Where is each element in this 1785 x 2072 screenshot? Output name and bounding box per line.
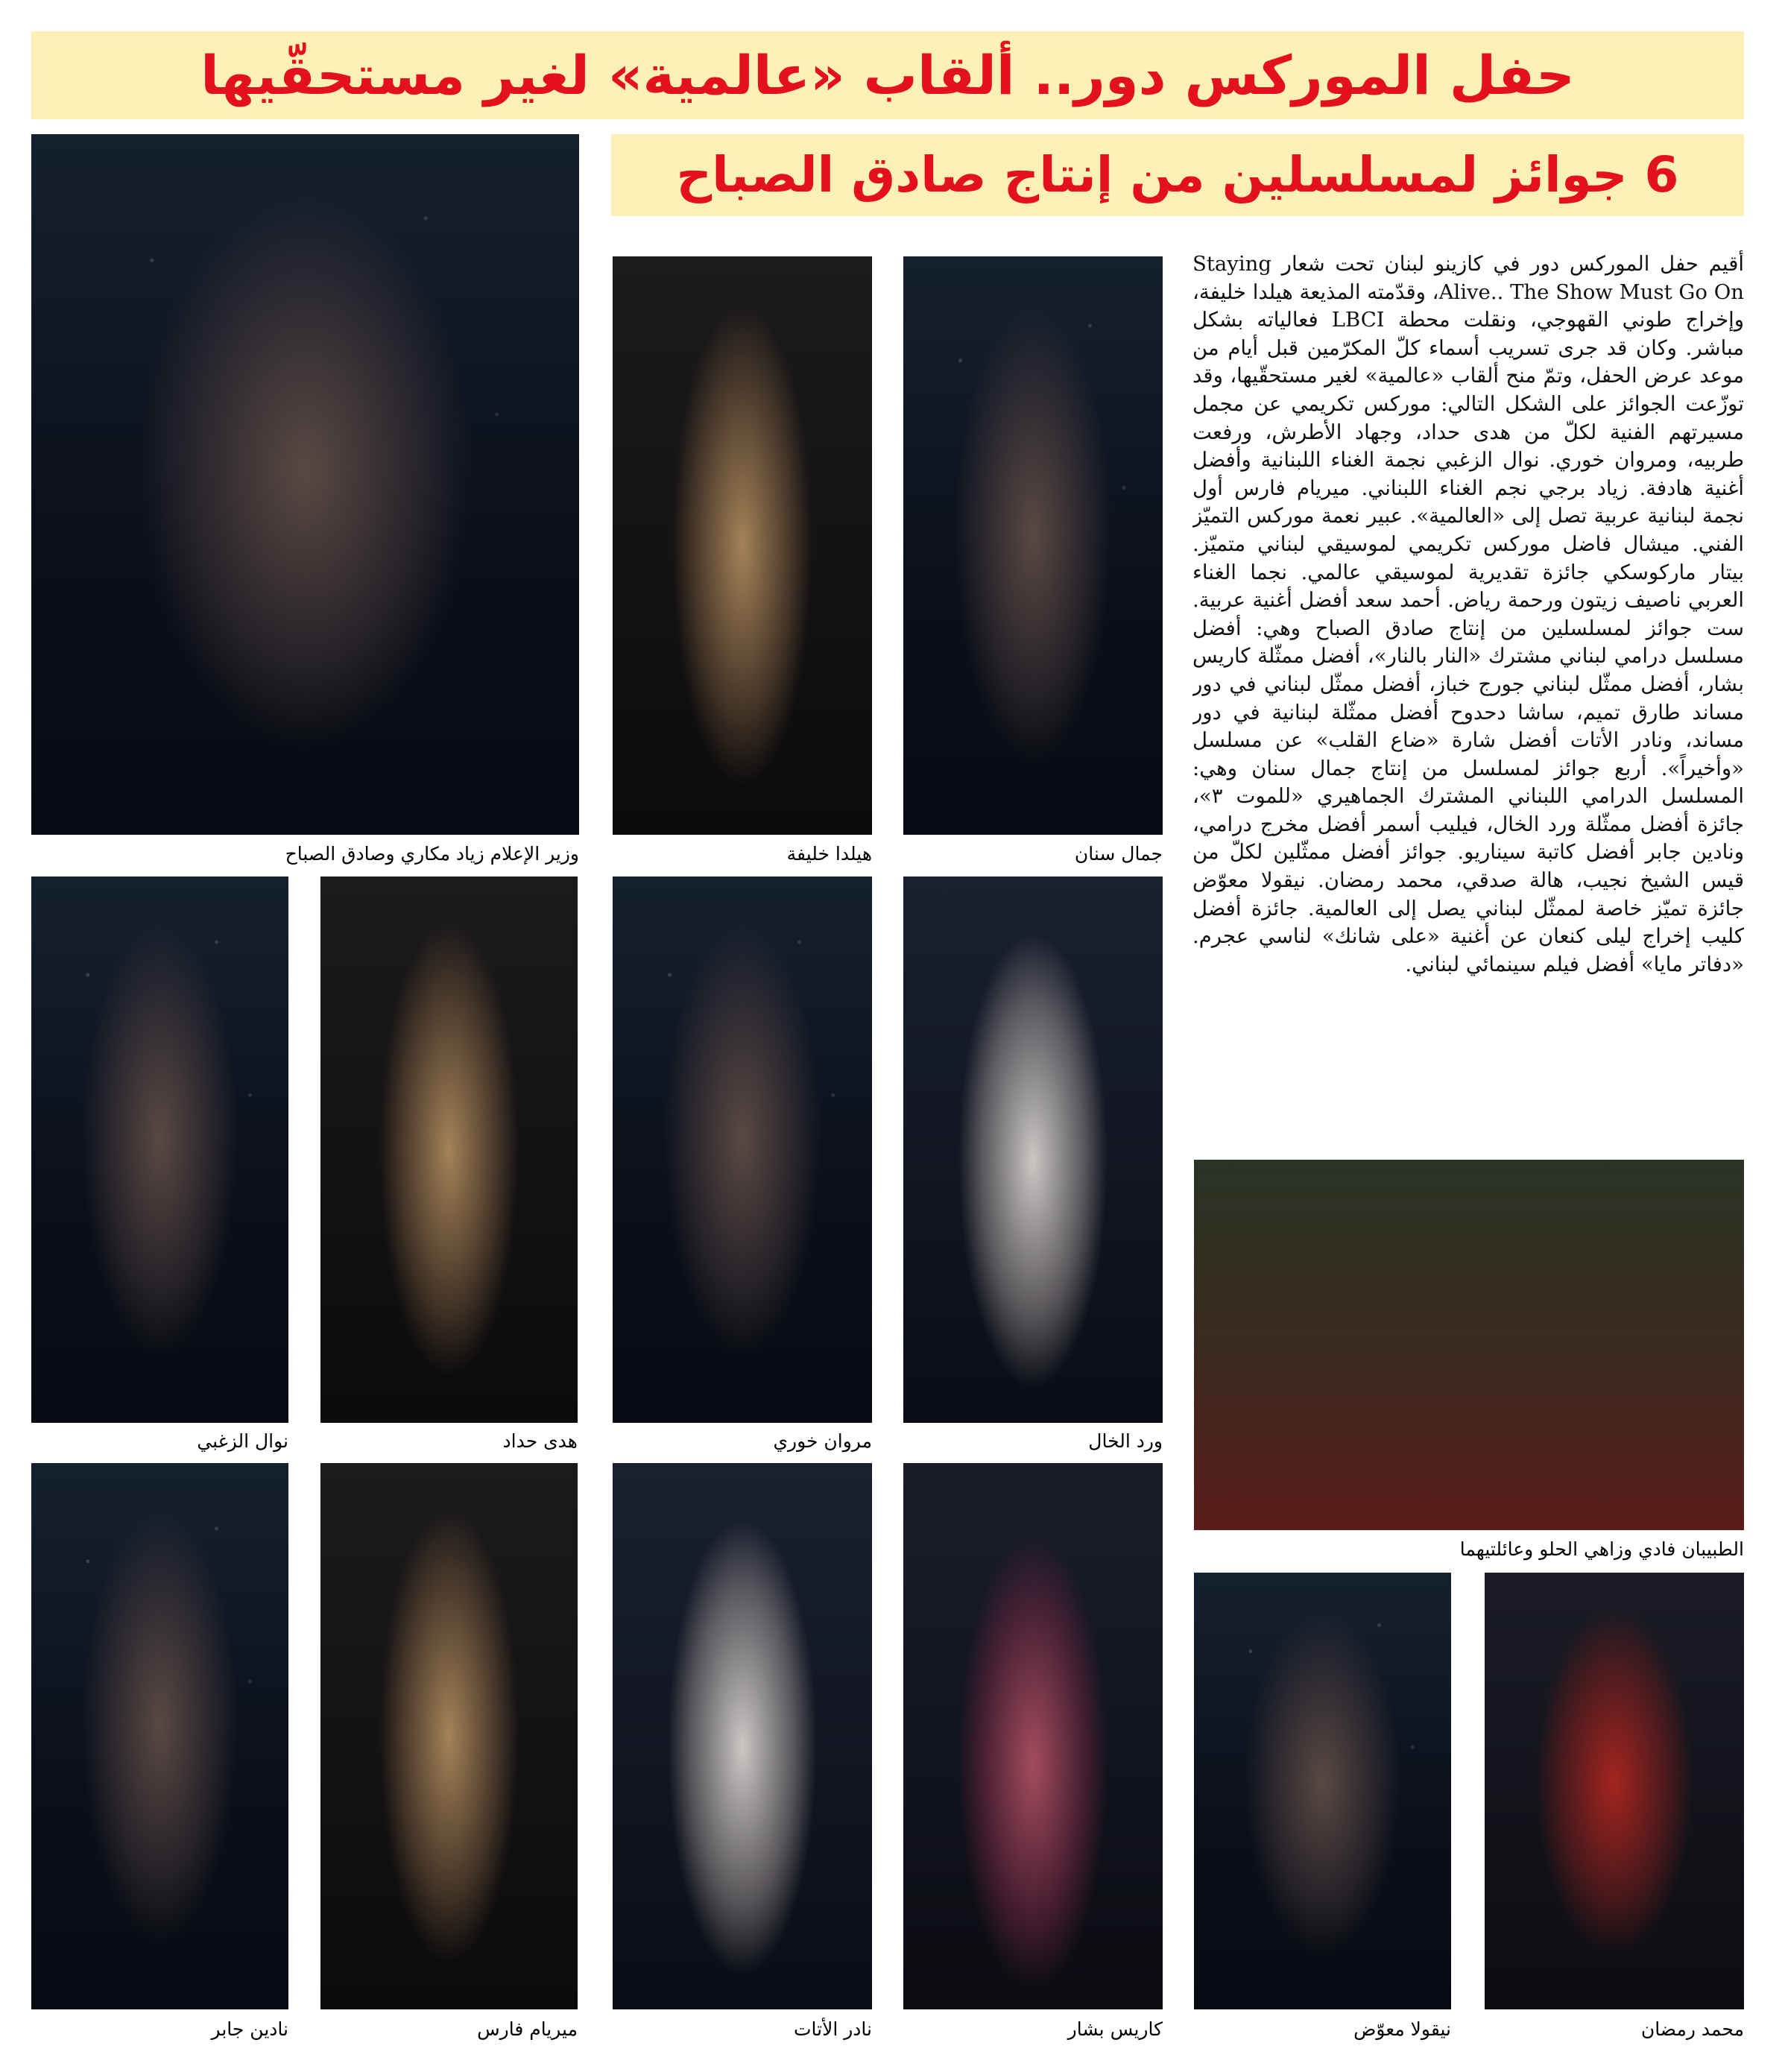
caption-jamal: جمال سنان	[1074, 843, 1163, 865]
caption-nader: نادر الأتات	[793, 2018, 872, 2040]
photo-mohamed-ramadan	[1485, 1573, 1744, 2009]
headline: حفل الموركس دور.. ألقاب «عالمية» لغير مستحقّيها	[31, 31, 1744, 119]
photo-houda-haddad	[320, 877, 578, 1423]
caption-marwan: مروان خوري	[773, 1430, 872, 1452]
caption-karis: كاريس بشار	[1067, 2018, 1163, 2040]
photo-hilda-khalife	[613, 256, 872, 835]
subheadline: 6 جوائز لمسلسلين من إنتاج صادق الصباح	[611, 134, 1744, 216]
caption-ward: ورد الخال	[1088, 1430, 1163, 1452]
photo-doctors-families	[1194, 1160, 1744, 1530]
caption-ramadan: محمد رمضان	[1640, 2018, 1744, 2040]
caption-houda: هدى حداد	[502, 1430, 578, 1452]
caption-nawal: نوال الزغبي	[197, 1430, 288, 1452]
photo-nawal-zoghbi	[31, 877, 288, 1423]
photo-nader-atat	[613, 1463, 872, 2009]
photo-nadine-jaber	[31, 1463, 288, 2009]
photo-jamal-sinan	[903, 256, 1163, 835]
caption-doctors: الطبيبان فادي وزاهي الحلو وعائلتيهما	[1459, 1538, 1744, 1560]
article-body: أُقيم حفل الموركس دور في كازينو لبنان تحت شعار Staying Alive.. The Show Must Go On، وقدّمته المذيعة هيلدا خليفة، وإخراج طوني القهوجي، ونقلت محطة LBCI فعالياته بشكل مباشر. وكان قد جرى تسريب أسماء كلّ المكرّمين قبل أيام من موعد عرض الحفل، وتمّ منح ألقاب «عالمية» لغير مستحقّيها، وقد توزّعت الجوائز على الشكل التالي: موركس تكريمي عن مجمل مسيرتهم الفنية لكلّ من هدى حداد، وجهاد الأطرش، ورفعت طربيه، ومروان خوري. نوال الزغبي نجمة الغناء اللبنانية وأفضل أغنية هادفة. زياد برجي نجم الغناء اللبناني. ميريام فارس أول نجمة لبنانية عربية تصل إلى «العالمية». عبير نعمة موركس التميّز الفني. ميشال فاضل موركس تكريمي لموسيقي لبناني متميّز. بيتار ماركوسكي جائزة تقديرية لموسيقي عالمي. نجما الغناء العربي ناصيف زيتون ورحمة رياض. أحمد سعد أفضل أغنية عربية. ست جوائز لمسلسلين من إنتاج صادق الصباح وهي: أفضل مسلسل درامي لبناني مشترك «النار بالنار»، أفضل ممثّلة كاريس بشار، أفضل ممثّل لبناني جورج خباز، أفضل ممثّل لبناني في دور مساند طارق تميم، ساشا دحدوح أفضل ممثّلة لبنانية في دور مساند، ونادر الأتات أفضل شارة «ضاع القلب» عن مسلسل «وأخيراً». أربع جوائز لمسلسل من إنتاج جمال سنان وهي: المسلسل الدرامي اللبناني المشترك الجماهيري «للموت ٣»، جائزة أفضل ممثّلة ورد الخال، فيليب أسمر أفضل مخرج درامي، ونادين جابر أفضل كاتبة سيناريو. جوائز أفضل ممثّلين لكلّ من قيس الشيخ نجيب، هالة صدقي، محمد رمضان. نيقولا معوّض جائزة تميّز خاصة لممثّل لبناني يصل إلى العالمية. جائزة أفضل كليب إخراج ليلى كنعان عن أغنية «على شانك» لناسي عجرم. «دفاتر مايا» أفضل فيلم سينمائي لبناني.	[1192, 252, 1744, 976]
caption-hilda: هيلدا خليفة	[786, 843, 872, 865]
photo-marwan-khoury	[613, 877, 872, 1423]
photo-myriam-fares	[320, 1463, 578, 2009]
caption-nicolas: نيقولا معوّض	[1353, 2018, 1451, 2040]
photo-nicolas-mouawad	[1194, 1573, 1451, 2009]
photo-ward-el-khal	[903, 877, 1163, 1423]
photo-karis-bashar	[903, 1463, 1163, 2009]
caption-myriam: ميريام فارس	[477, 2018, 578, 2040]
caption-minister: وزير الإعلام زياد مكاري وصادق الصباح	[285, 843, 579, 865]
caption-nadine: نادين جابر	[211, 2018, 288, 2040]
photo-minister-sabbah	[31, 134, 579, 835]
